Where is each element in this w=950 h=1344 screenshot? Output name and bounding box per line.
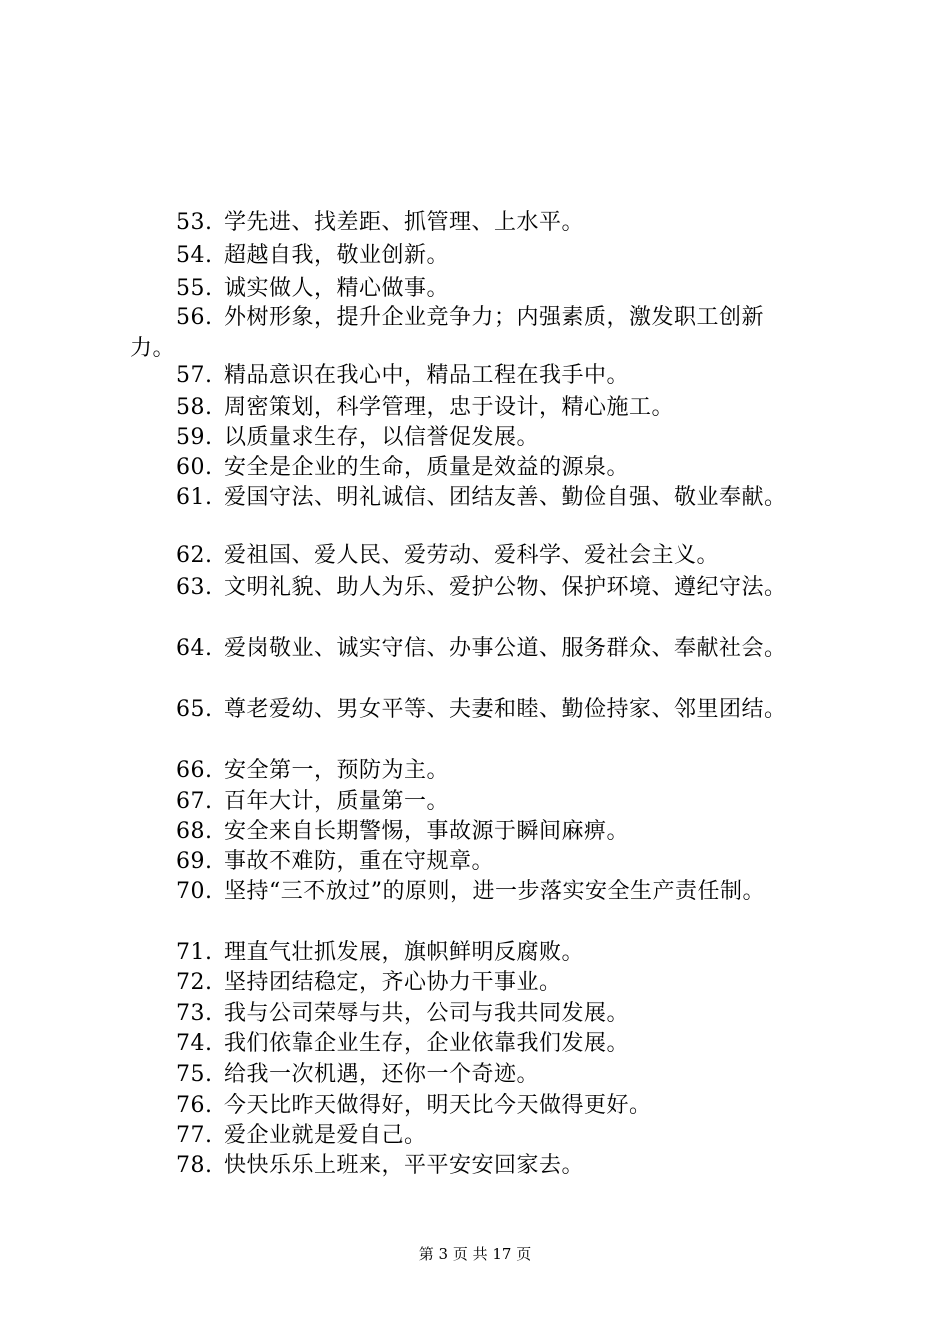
item-text: 安全来自长期警惕，事故源于瞬间麻痹。 — [224, 819, 630, 844]
item-number: 65. — [176, 697, 213, 722]
list-item — [130, 1120, 890, 1152]
item-number: 78. — [176, 1153, 213, 1178]
item-text: 百年大计，质量第一。 — [224, 789, 450, 814]
list-item — [130, 1150, 890, 1182]
item-text: 尊老爱幼、男女平等、夫妻和睦、勤俭持家、邻里团结。 — [224, 697, 787, 722]
list-item — [130, 816, 890, 848]
item-text: 安全是企业的生命，质量是效益的源泉。 — [224, 455, 630, 480]
item-text-continuation: 力。 — [130, 336, 176, 361]
item-number: 57. — [176, 363, 213, 388]
list-item — [130, 786, 890, 818]
item-number: 56. — [176, 305, 213, 330]
item-number: 54. — [176, 243, 213, 268]
item-text: 爱国守法、明礼诚信、团结友善、勤俭自强、敬业奉献。 — [224, 485, 787, 510]
item-number: 73. — [176, 1001, 213, 1026]
item-text: 今天比昨天做得好，明天比今天做得更好。 — [224, 1093, 652, 1118]
item-number: 64. — [176, 636, 213, 661]
item-text: 爱岗敬业、诚实守信、办事公道、服务群众、奉献社会。 — [224, 636, 787, 661]
list-item — [130, 422, 890, 454]
list-item — [130, 392, 890, 424]
item-text: 诚实做人，精心做事。 — [224, 276, 450, 301]
list-item — [130, 452, 890, 484]
item-number: 74. — [176, 1031, 213, 1056]
item-number: 58. — [176, 395, 213, 420]
item-text: 我们依靠企业生存，企业依靠我们发展。 — [224, 1031, 630, 1056]
item-text: 外树形象，提升企业竞争力；内强素质，激发职工创新 — [224, 305, 765, 330]
list-item — [130, 302, 890, 334]
page-footer: 第 3 页 共 17 页 — [418, 1245, 532, 1263]
list-item — [130, 207, 890, 239]
item-text: 爱祖国、爱人民、爱劳动、爱科学、爱社会主义。 — [224, 543, 720, 568]
item-text: 以质量求生存，以信誉促发展。 — [224, 425, 540, 450]
item-number: 61. — [176, 485, 213, 510]
list-item — [130, 1090, 890, 1122]
item-number: 75. — [176, 1062, 213, 1087]
item-number: 77. — [176, 1123, 213, 1148]
list-item — [130, 694, 890, 726]
item-text: 给我一次机遇，还你一个奇迹。 — [224, 1062, 540, 1087]
list-item — [130, 937, 890, 969]
item-number: 68. — [176, 819, 213, 844]
item-text: 超越自我，敬业创新。 — [224, 243, 450, 268]
list-item — [130, 572, 890, 604]
list-item — [130, 998, 890, 1030]
list-item — [130, 876, 890, 908]
item-number: 62. — [176, 543, 213, 568]
item-text: 爱企业就是爱自己。 — [224, 1123, 427, 1148]
item-text: 周密策划，科学管理，忠于设计，精心施工。 — [224, 395, 675, 420]
list-item — [130, 755, 890, 787]
item-number: 55. — [176, 276, 213, 301]
item-text: 文明礼貌、助人为乐、爱护公物、保护环境、遵纪守法。 — [224, 575, 787, 600]
list-item — [130, 633, 890, 665]
list-item — [130, 240, 890, 272]
list-item — [130, 482, 890, 514]
item-text: 坚持“三不放过”的原则，进一步落实安全生产责任制。 — [224, 879, 765, 904]
item-text: 快快乐乐上班来，平平安安回家去。 — [224, 1153, 585, 1178]
list-item — [130, 540, 890, 572]
item-number: 72. — [176, 970, 213, 995]
item-number: 63. — [176, 575, 213, 600]
item-text: 学先进、找差距、抓管理、上水平。 — [224, 210, 585, 235]
list-item — [130, 1028, 890, 1060]
item-number: 70. — [176, 879, 213, 904]
list-item — [130, 1059, 890, 1091]
item-text: 我与公司荣辱与共，公司与我共同发展。 — [224, 1001, 630, 1026]
item-number: 67. — [176, 789, 213, 814]
item-text: 安全第一，预防为主。 — [224, 758, 450, 783]
list-item — [130, 273, 890, 305]
item-text: 理直气壮抓发展，旗帜鲜明反腐败。 — [224, 940, 585, 965]
list-item — [130, 967, 890, 999]
item-text: 精品意识在我心中，精品工程在我手中。 — [224, 363, 630, 388]
list-item — [130, 846, 890, 878]
item-text: 事故不难防，重在守规章。 — [224, 849, 495, 874]
item-number: 71. — [176, 940, 213, 965]
item-text: 坚持团结稳定，齐心协力干事业。 — [224, 970, 562, 995]
item-number: 53. — [176, 210, 213, 235]
item-number: 66. — [176, 758, 213, 783]
item-number: 76. — [176, 1093, 213, 1118]
list-item — [130, 360, 890, 392]
item-number: 59. — [176, 425, 213, 450]
item-number: 60. — [176, 455, 213, 480]
item-number: 69. — [176, 849, 213, 874]
